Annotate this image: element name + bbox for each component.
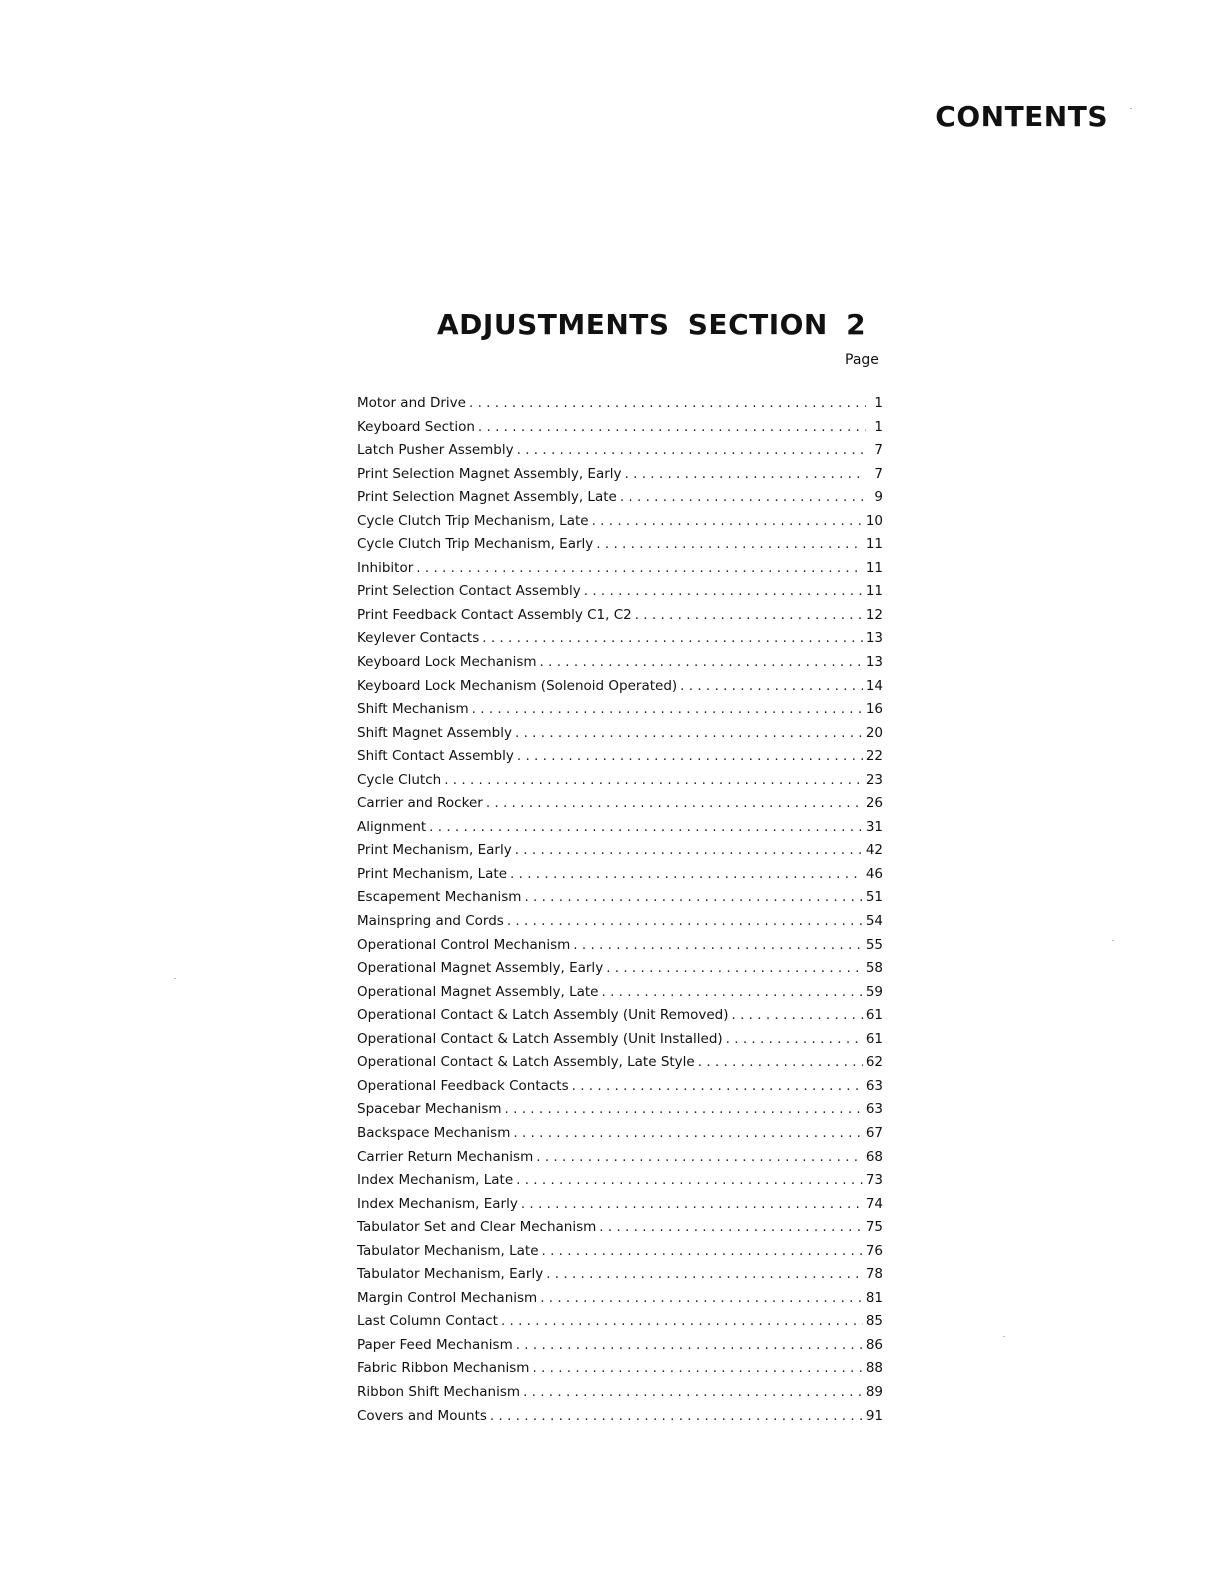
dot-leader: [680, 678, 863, 694]
dot-leader: [732, 1007, 863, 1023]
toc-entry: [357, 984, 883, 1008]
toc-entry-label: Keyboard Lock Mechanism (Solenoid Operated): [357, 677, 678, 694]
toc-entry-label: Print Selection Magnet Assembly, Late: [357, 489, 617, 506]
toc-entry-label: Last Column Contact: [357, 1313, 498, 1330]
toc-entry: [357, 1054, 883, 1078]
toc-entry-page: 13: [865, 654, 883, 671]
dot-leader: [516, 1337, 863, 1353]
dot-leader: [524, 889, 862, 905]
toc-entry-label: Print Selection Magnet Assembly, Early: [357, 465, 622, 482]
toc-entry-page: 20: [865, 724, 883, 741]
toc-entry-label: Operational Control Mechanism: [357, 936, 571, 953]
toc-entry: [357, 937, 883, 961]
dot-leader: [472, 701, 863, 717]
dot-leader: [517, 748, 863, 764]
toc-entry-label: Inhibitor: [357, 559, 414, 576]
toc-entry-page: 22: [865, 748, 883, 765]
toc-entry-label: Index Mechanism, Late: [357, 1172, 514, 1189]
dot-leader: [486, 795, 863, 811]
dot-leader: [726, 1031, 863, 1047]
dot-leader: [572, 1078, 863, 1094]
toc-entry: [357, 1125, 883, 1149]
dot-leader: [546, 1266, 863, 1282]
toc-entry-label: Escapement Mechanism: [357, 889, 522, 906]
dot-leader: [478, 419, 866, 435]
toc-entry: [357, 772, 883, 796]
toc-entry-page: 88: [865, 1360, 883, 1377]
toc-entry-label: Operational Contact & Latch Assembly (Unit Installed): [357, 1030, 723, 1047]
toc-entry-label: Mainspring and Cords: [357, 913, 504, 930]
page-header-title: CONTENTS: [935, 100, 1108, 133]
toc-entry-page: 73: [865, 1172, 883, 1189]
toc-entry: [357, 795, 883, 819]
dot-leader: [515, 725, 863, 741]
toc-entry: [357, 395, 883, 419]
toc-entry-page: 1: [874, 418, 883, 435]
toc-entry-label: Tabulator Mechanism, Early: [357, 1266, 544, 1283]
toc-entry-page: 61: [865, 1030, 883, 1047]
scan-speck: [1112, 940, 1114, 941]
toc-entry-page: 46: [865, 865, 883, 882]
toc-entry-label: Print Mechanism, Late: [357, 865, 508, 882]
toc-entry: [357, 866, 883, 890]
toc-entry-label: Print Feedback Contact Assembly C1, C2: [357, 606, 632, 623]
toc-entry-label: Spacebar Mechanism: [357, 1101, 502, 1118]
toc-entry: [357, 1290, 883, 1314]
toc-entry: [357, 1007, 883, 1031]
toc-entry-label: Shift Mechanism: [357, 701, 469, 718]
toc-entry: [357, 1078, 883, 1102]
toc-entry: [357, 1219, 883, 1243]
toc-entry-page: 13: [865, 630, 883, 647]
toc-entry-page: 12: [865, 606, 883, 623]
toc-entry-page: 86: [865, 1336, 883, 1353]
dot-leader: [532, 1360, 862, 1376]
toc-entry-label: Tabulator Set and Clear Mechanism: [357, 1219, 597, 1236]
toc-entry-page: 67: [865, 1124, 883, 1141]
toc-entry: [357, 560, 883, 584]
toc-entry: [357, 701, 883, 725]
dot-leader: [625, 466, 866, 482]
dot-leader: [507, 913, 863, 929]
dot-leader: [540, 1290, 863, 1306]
scan-speck: [174, 978, 176, 979]
dot-leader: [469, 395, 866, 411]
toc-entry-page: 11: [865, 536, 883, 553]
toc-entry-label: Carrier and Rocker: [357, 795, 483, 812]
toc-entry-page: 1: [874, 395, 883, 411]
toc-entry-label: Operational Feedback Contacts: [357, 1077, 569, 1094]
dot-leader: [635, 607, 863, 623]
toc-entry-page: 7: [874, 465, 883, 482]
toc-entry: [357, 1172, 883, 1196]
toc-entry-label: Fabric Ribbon Mechanism: [357, 1360, 530, 1377]
toc-entry-page: 42: [865, 842, 883, 859]
dot-leader: [540, 654, 863, 670]
toc-entry-label: Latch Pusher Assembly: [357, 442, 514, 459]
toc-entry-label: Operational Contact & Latch Assembly (Unit Removed): [357, 1007, 729, 1024]
toc-entry-label: Keylever Contacts: [357, 630, 480, 647]
toc-entry: [357, 1149, 883, 1173]
toc-entry-label: Operational Magnet Assembly, Early: [357, 960, 604, 977]
toc-entry-label: Operational Contact & Latch Assembly, Late Style: [357, 1054, 695, 1071]
toc-entry: [357, 1408, 883, 1432]
toc-entry: [357, 1031, 883, 1055]
toc-entry-label: Margin Control Mechanism: [357, 1289, 538, 1306]
toc-entry: [357, 678, 883, 702]
toc-entry-page: 14: [865, 677, 883, 694]
toc-entry-label: Print Selection Contact Assembly: [357, 583, 581, 600]
toc-entry-label: Paper Feed Mechanism: [357, 1336, 513, 1353]
toc-entry-page: 91: [865, 1407, 883, 1424]
toc-entry-page: 61: [865, 1007, 883, 1024]
dot-leader: [429, 819, 863, 835]
table-of-contents: [357, 395, 883, 1431]
toc-entry-label: Cycle Clutch Trip Mechanism, Early: [357, 536, 594, 553]
toc-entry-page: 55: [865, 936, 883, 953]
dot-leader: [482, 630, 863, 646]
dot-leader: [515, 842, 863, 858]
toc-entry-page: 31: [865, 818, 883, 835]
dot-leader: [516, 1172, 863, 1188]
toc-entry: [357, 466, 883, 490]
toc-entry-label: Print Mechanism, Early: [357, 842, 512, 859]
toc-entry: [357, 489, 883, 513]
toc-entry: [357, 748, 883, 772]
toc-entry-page: 11: [865, 583, 883, 600]
toc-entry: [357, 819, 883, 843]
dot-leader: [416, 560, 863, 576]
dot-leader: [521, 1196, 863, 1212]
toc-entry-page: 63: [865, 1077, 883, 1094]
toc-entry-page: 58: [865, 960, 883, 977]
toc-entry-label: Cycle Clutch Trip Mechanism, Late: [357, 512, 589, 529]
toc-entry: [357, 419, 883, 443]
toc-entry-page: 7: [874, 442, 883, 459]
toc-entry-label: Ribbon Shift Mechanism: [357, 1383, 521, 1400]
toc-entry: [357, 1313, 883, 1337]
toc-entry: [357, 913, 883, 937]
toc-entry-page: 78: [865, 1266, 883, 1283]
dot-leader: [542, 1243, 863, 1259]
toc-entry-page: 81: [865, 1289, 883, 1306]
toc-entry: [357, 442, 883, 466]
dot-leader: [592, 513, 863, 529]
dot-leader: [523, 1384, 863, 1400]
toc-entry-label: Carrier Return Mechanism: [357, 1148, 534, 1165]
toc-entry-page: 62: [865, 1054, 883, 1071]
toc-entry-label: Index Mechanism, Early: [357, 1195, 518, 1212]
dot-leader: [536, 1149, 863, 1165]
toc-entry: [357, 1360, 883, 1384]
toc-entry: [357, 536, 883, 560]
dot-leader: [698, 1054, 863, 1070]
dot-leader: [513, 1125, 862, 1141]
toc-entry-label: Shift Magnet Assembly: [357, 724, 512, 741]
toc-entry-page: 11: [865, 559, 883, 576]
toc-entry-page: 10: [865, 512, 883, 529]
dot-leader: [584, 583, 863, 599]
dot-leader: [601, 984, 862, 1000]
toc-entry: [357, 654, 883, 678]
toc-entry: [357, 725, 883, 749]
toc-entry-page: 54: [865, 913, 883, 930]
toc-entry-label: Keyboard Lock Mechanism: [357, 654, 537, 671]
toc-entry: [357, 1384, 883, 1408]
toc-entry-label: Keyboard Section: [357, 418, 475, 435]
dot-leader: [606, 960, 863, 976]
toc-entry: [357, 889, 883, 913]
toc-entry-page: 74: [865, 1195, 883, 1212]
toc-entry-label: Operational Magnet Assembly, Late: [357, 983, 599, 1000]
toc-entry-label: Shift Contact Assembly: [357, 748, 514, 765]
toc-entry-page: 59: [865, 983, 883, 1000]
toc-entry: [357, 1196, 883, 1220]
toc-entry-page: 51: [865, 889, 883, 906]
scan-speck: [1130, 108, 1132, 109]
toc-entry-page: 85: [865, 1313, 883, 1330]
toc-entry-page: 89: [865, 1383, 883, 1400]
dot-leader: [596, 536, 863, 552]
page-column-label: Page: [845, 352, 879, 368]
toc-entry-label: Motor and Drive: [357, 395, 466, 411]
toc-entry-page: 75: [865, 1219, 883, 1236]
dot-leader: [505, 1101, 863, 1117]
toc-entry-page: 63: [865, 1101, 883, 1118]
dot-leader: [510, 866, 863, 882]
dot-leader: [490, 1408, 863, 1424]
toc-entry: [357, 1266, 883, 1290]
toc-entry: [357, 960, 883, 984]
dot-leader: [517, 442, 866, 458]
toc-entry-label: Backspace Mechanism: [357, 1124, 511, 1141]
dot-leader: [599, 1219, 863, 1235]
toc-entry-page: 26: [865, 795, 883, 812]
toc-entry-page: 68: [865, 1148, 883, 1165]
toc-entry: [357, 583, 883, 607]
dot-leader: [573, 937, 863, 953]
section-title: ADJUSTMENTS SECTION 2: [437, 308, 867, 341]
toc-entry: [357, 630, 883, 654]
toc-entry-page: 76: [865, 1242, 883, 1259]
dot-leader: [501, 1313, 863, 1329]
dot-leader: [620, 489, 866, 505]
toc-entry-label: Tabulator Mechanism, Late: [357, 1242, 539, 1259]
scan-speck: [1003, 1336, 1005, 1337]
toc-entry-page: 23: [865, 771, 883, 788]
toc-entry: [357, 607, 883, 631]
dot-leader: [444, 772, 863, 788]
toc-entry: [357, 1337, 883, 1361]
toc-entry: [357, 1243, 883, 1267]
toc-entry: [357, 842, 883, 866]
toc-entry-label: Cycle Clutch: [357, 771, 442, 788]
toc-entry: [357, 1101, 883, 1125]
toc-entry-page: 16: [865, 701, 883, 718]
toc-entry-page: 9: [874, 489, 883, 506]
toc-entry: [357, 513, 883, 537]
toc-entry-label: Alignment: [357, 818, 427, 835]
toc-entry-label: Covers and Mounts: [357, 1407, 487, 1424]
